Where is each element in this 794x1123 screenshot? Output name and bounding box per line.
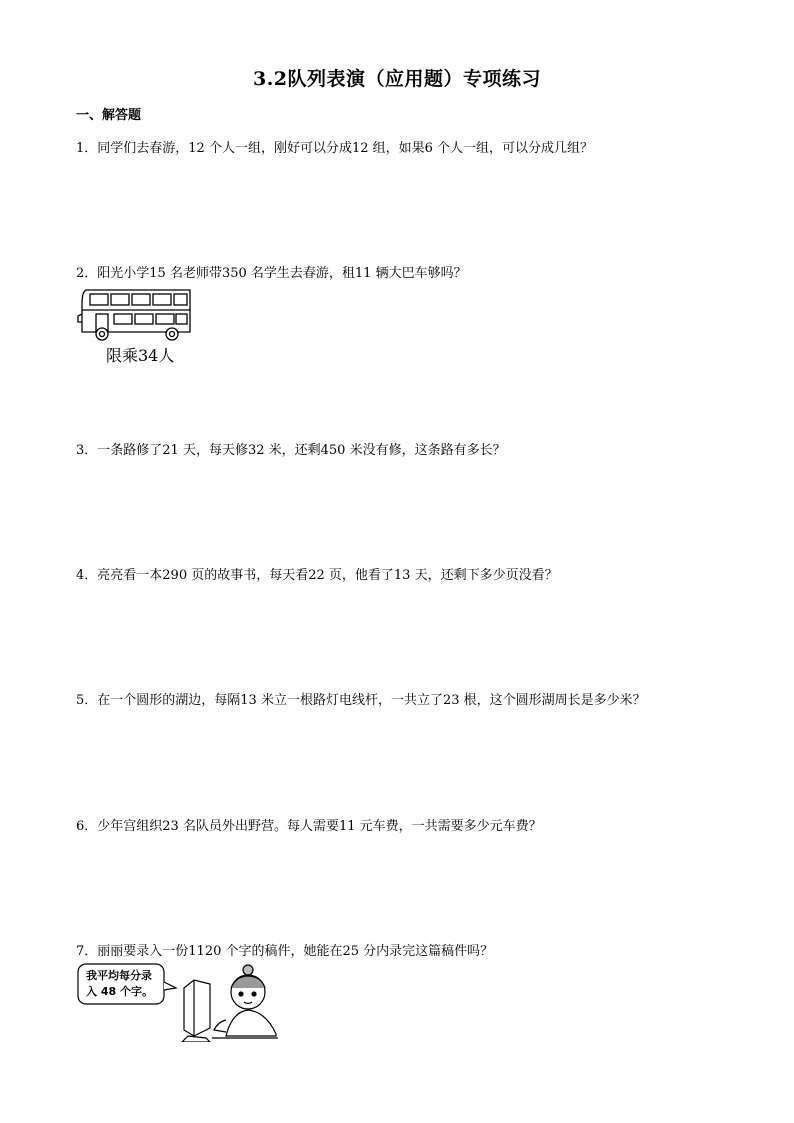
page-title: 3.2队列表演（应用题）专项练习	[252, 68, 542, 90]
question-1: 1．同学们去春游，12 个人一组，刚好可以分成12 组，如果6 个人一组，可以分成几组？	[76, 141, 594, 156]
question-3: 3．一条路修了21 天，每天修32 米，还剩450 米没有修，这条路有多长？	[76, 443, 506, 458]
question-6: 6．少年宫组织23 名队员外出野营。每人需要11 元车费，一共需要多少元车费？	[76, 819, 542, 834]
question-4: 4．亮亮看一本290 页的故事书，每天看22 页，他看了13 天，还剩下多少页没看？	[76, 568, 558, 583]
question-2: 2．阳光小学15 名老师带350 名学生去春游，租11 辆大巴车够吗？	[76, 266, 467, 281]
question-5: 5．在一个圆形的湖边，每隔13 米立一根路灯电线杆，一共立了23 根，这个圆形湖周长是多少米？	[76, 693, 646, 708]
question-7: 7．丽丽要录入一份1120 个字的稿件，她能在25 分内录完这篇稿件吗？	[76, 944, 494, 959]
speech-bubble-line-1: 我平均每分录	[86, 969, 152, 982]
speech-bubble-line-2: 入 48 个字。	[86, 985, 153, 998]
bus-capacity-label: 限乘34人	[106, 346, 175, 365]
double-decker-bus-figure	[76, 286, 196, 342]
section-heading: 一、解答题	[76, 108, 142, 123]
